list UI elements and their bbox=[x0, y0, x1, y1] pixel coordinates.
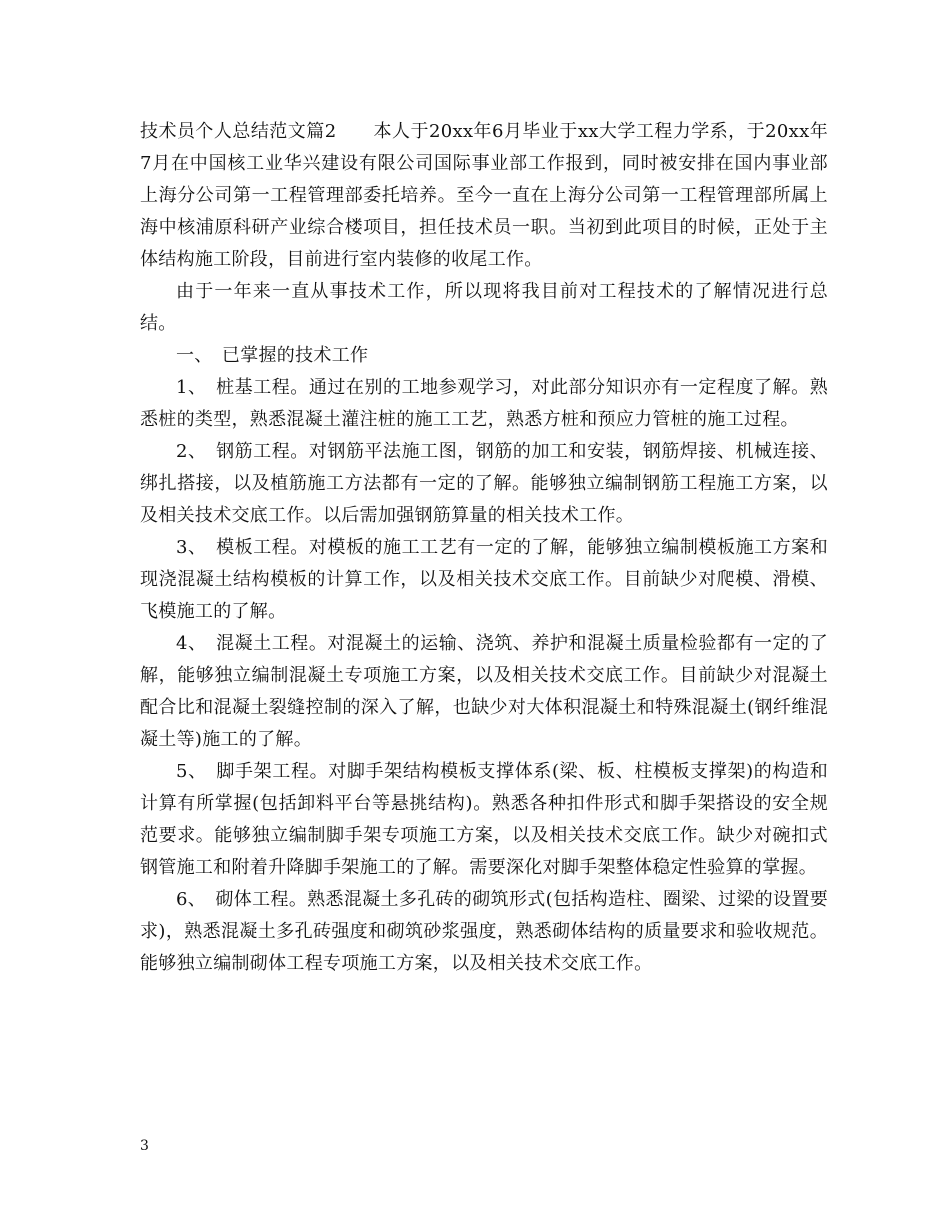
section-heading: 一、 已掌握的技术工作 bbox=[176, 345, 369, 366]
paragraph-item-1: 1、 桩基工程。通过在别的工地参观学习，对此部分知识亦有一定程度了解。熟悉桩的类型，熟悉混凝土灌注桩的施工工艺，熟悉方桩和预应力管桩的施工过程。 bbox=[140, 377, 828, 430]
paragraph-item-5: 5、 脚手架工程。对脚手架结构模板支撑体系(梁、板、柱模板支撑架)的构造和计算有所掌握(包括卸料平台等悬挑结构)。熟悉各种扣件形式和脚手架搭设的安全规范要求。能够独立编制脚手架专项施工方案，以及相关技术交底工作。缺少对碗扣式钢管施工和附着升降脚手架施工的了解。需要深化对脚手架整体稳定性验算的掌握。 bbox=[140, 761, 828, 878]
paragraph-intro: 技术员个人总结范文篇2 本人于20xx年6月毕业于xx大学工程力学系，于20xx年7月在中国核工业华兴建设有限公司国际事业部工作报到，同时被安排在国内事业部上海分公司第一工程管理部委托培养。至今一直在上海分公司第一工程管理部所属上海中核浦原科研产业综合楼项目，担任技术员一职。当初到此项目的时候，正处于主体结构施工阶段，目前进行室内装修的收尾工作。 bbox=[140, 121, 828, 270]
paragraph-item-2: 2、 钢筋工程。对钢筋平法施工图，钢筋的加工和安装，钢筋焊接、机械连接、绑扎搭接，以及植筋施工方法都有一定的了解。能够独立编制钢筋工程施工方案，以及相关技术交底工作。以后需加强钢筋算量的相关技术工作。 bbox=[140, 441, 828, 526]
page-number: 3 bbox=[140, 1138, 149, 1154]
document-body bbox=[140, 116, 828, 980]
paragraph-item-4: 4、 混凝土工程。对混凝土的运输、浇筑、养护和混凝土质量检验都有一定的了解，能够独立编制混凝土专项施工方案，以及相关技术交底工作。目前缺少对混凝土配合比和混凝土裂缝控制的深入了解，也缺少对大体积混凝土和特殊混凝土(钢纤维混凝土等)施工的了解。 bbox=[140, 633, 828, 750]
paragraph-item-3: 3、 模板工程。对模板的施工工艺有一定的了解，能够独立编制模板施工方案和现浇混凝土结构模板的计算工作，以及相关技术交底工作。目前缺少对爬模、滑模、飞模施工的了解。 bbox=[140, 537, 828, 622]
paragraph-item-6: 6、 砌体工程。熟悉混凝土多孔砖的砌筑形式(包括构造柱、圈梁、过梁的设置要求)，熟悉混凝土多孔砖强度和砌筑砂浆强度，熟悉砌体结构的质量要求和验收规范。能够独立编制砌体工程专项施工方案，以及相关技术交底工作。 bbox=[140, 889, 828, 974]
paragraph-summary: 由于一年来一直从事技术工作，所以现将我目前对工程技术的了解情况进行总结。 bbox=[140, 281, 828, 334]
